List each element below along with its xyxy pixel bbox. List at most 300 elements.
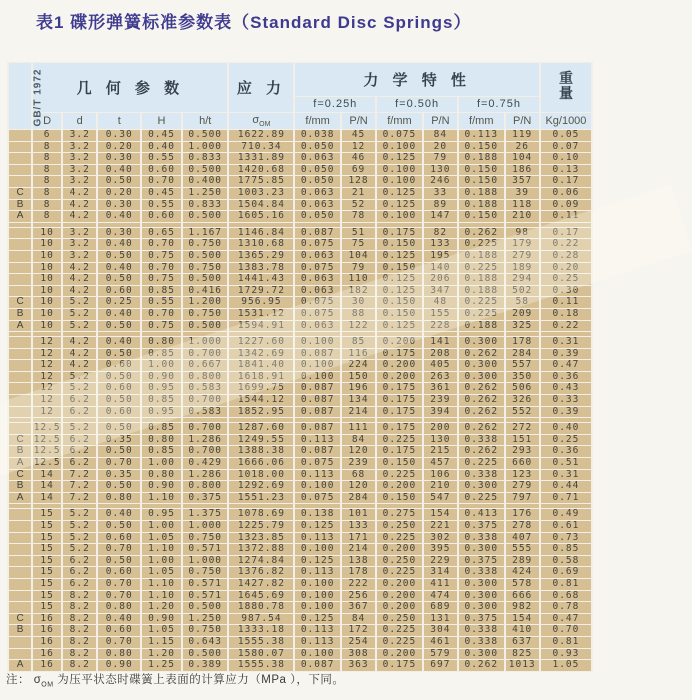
data-cell: 5.2: [63, 423, 96, 434]
data-cell: 0.063: [295, 286, 339, 297]
data-cell: 0.087: [295, 407, 339, 418]
data-cell: 697: [424, 660, 457, 671]
data-cell: 0.20: [98, 188, 140, 199]
data-cell: 1146.84: [229, 228, 293, 239]
row-marker-cell: B: [9, 309, 31, 320]
data-cell: 1.250: [183, 188, 227, 199]
data-cell: 0.51: [541, 458, 591, 469]
table-row: [9, 649, 591, 660]
row-marker-cell: [9, 251, 31, 262]
data-cell: 1333.18: [229, 625, 293, 636]
data-cell: 0.262: [459, 228, 503, 239]
data-cell: 8: [33, 176, 61, 187]
data-cell: 0.300: [459, 337, 503, 348]
data-cell: 0.81: [541, 579, 591, 590]
data-cell: 0.800: [183, 372, 227, 383]
data-cell: 0.30: [98, 200, 140, 211]
table-row: [9, 637, 591, 648]
data-cell: 0.750: [183, 625, 227, 636]
data-cell: 254: [342, 637, 375, 648]
data-cell: 0.113: [295, 637, 339, 648]
data-cell: 6.2: [63, 567, 96, 578]
data-cell: 0.07: [541, 142, 591, 153]
data-cell: 3.2: [63, 239, 96, 250]
row-marker-cell: C: [9, 470, 31, 481]
data-cell: 0.100: [377, 142, 421, 153]
table-row: [9, 321, 591, 332]
data-cell: 325: [506, 321, 539, 332]
data-cell: 0.30: [98, 228, 140, 239]
data-cell: 0.125: [295, 521, 339, 532]
data-cell: 1.20: [142, 649, 181, 660]
data-cell: 1227.60: [229, 337, 293, 348]
table-row: [9, 383, 591, 394]
data-cell: 1013: [506, 660, 539, 671]
data-cell: 0.50: [98, 556, 140, 567]
data-cell: 0.95: [142, 509, 181, 520]
row-marker-cell: [9, 349, 31, 360]
row-marker-cell: [9, 423, 31, 434]
data-cell: 0.416: [183, 286, 227, 297]
table-row: [9, 274, 591, 285]
data-cell: 1249.55: [229, 435, 293, 446]
data-cell: 0.113: [295, 435, 339, 446]
data-cell: 0.80: [142, 337, 181, 348]
data-cell: 0.50: [98, 481, 140, 492]
row-marker-cell: [9, 286, 31, 297]
data-cell: 1365.29: [229, 251, 293, 262]
data-cell: 1622.89: [229, 130, 293, 141]
data-cell: 5.2: [63, 321, 96, 332]
data-cell: 196: [342, 383, 375, 394]
data-cell: 45: [342, 130, 375, 141]
data-cell: 5.2: [63, 297, 96, 308]
row-marker-cell: [9, 649, 31, 660]
table-row: [9, 130, 591, 141]
data-cell: 0.175: [377, 349, 421, 360]
data-cell: 4.2: [63, 360, 96, 371]
data-cell: 0.338: [459, 533, 503, 544]
data-cell: 710.34: [229, 142, 293, 153]
weight-header: [541, 63, 591, 112]
data-cell: 304: [424, 625, 457, 636]
data-cell: 10: [33, 239, 61, 250]
data-cell: 8: [33, 188, 61, 199]
data-cell: 12: [342, 142, 375, 153]
data-cell: 0.750: [183, 263, 227, 274]
data-cell: 0.11: [541, 297, 591, 308]
data-cell: 0.11: [541, 211, 591, 222]
data-cell: 3.2: [63, 130, 96, 141]
row-marker-cell: B: [9, 625, 31, 636]
data-cell: 987.54: [229, 614, 293, 625]
data-cell: 7.2: [63, 470, 96, 481]
data-cell: 666: [506, 591, 539, 602]
data-cell: 6.2: [63, 579, 96, 590]
data-cell: 0.075: [295, 297, 339, 308]
data-cell: 0.200: [377, 649, 421, 660]
data-cell: 0.500: [183, 165, 227, 176]
data-cell: 195: [424, 251, 457, 262]
data-cell: 206: [424, 274, 457, 285]
row-marker-cell: B: [9, 446, 31, 457]
data-cell: 15: [33, 579, 61, 590]
data-cell: 1323.85: [229, 533, 293, 544]
col-weight-unit: Kg/1000: [541, 113, 591, 129]
data-cell: 0.300: [459, 579, 503, 590]
data-cell: 0.413: [459, 509, 503, 520]
row-marker-cell: [9, 153, 31, 164]
data-cell: 0.100: [377, 165, 421, 176]
data-cell: 140: [424, 263, 457, 274]
table-row: [9, 407, 591, 418]
data-cell: 0.300: [459, 372, 503, 383]
row-marker-cell: [9, 637, 31, 648]
data-cell: 1342.69: [229, 349, 293, 360]
table-row: [9, 556, 591, 567]
data-cell: 0.075: [295, 309, 339, 320]
data-cell: 0.70: [142, 309, 181, 320]
data-cell: 0.150: [459, 142, 503, 153]
data-cell: 1555.38: [229, 660, 293, 671]
row-marker-cell: [9, 602, 31, 613]
data-cell: 0.36: [541, 372, 591, 383]
table-row: [9, 458, 591, 469]
data-cell: 547: [424, 493, 457, 504]
data-cell: 0.47: [541, 360, 591, 371]
data-cell: 79: [342, 263, 375, 274]
data-cell: 12.5: [33, 433, 61, 445]
data-cell: 0.95: [142, 407, 181, 418]
data-cell: 0.063: [295, 321, 339, 332]
data-cell: 0.113: [459, 130, 503, 141]
data-cell: 1310.68: [229, 239, 293, 250]
table-row: [9, 435, 591, 446]
data-cell: 0.60: [98, 360, 140, 371]
table-row: [9, 533, 591, 544]
data-cell: 284: [342, 493, 375, 504]
data-cell: 3.2: [63, 142, 96, 153]
data-cell: 0.225: [459, 239, 503, 250]
row-marker-cell: [9, 509, 31, 520]
data-cell: 294: [506, 274, 539, 285]
data-cell: 293: [506, 446, 539, 457]
data-cell: 0.200: [377, 579, 421, 590]
data-cell: 8: [33, 165, 61, 176]
data-cell: 1618.91: [229, 372, 293, 383]
data-cell: 0.25: [541, 435, 591, 446]
data-cell: 0.200: [377, 544, 421, 555]
col-D: D: [33, 113, 61, 129]
data-cell: 1.00: [142, 360, 181, 371]
row-marker-cell: [9, 337, 31, 348]
data-cell: 1.10: [142, 579, 181, 590]
data-cell: 178: [342, 567, 375, 578]
table-row: [9, 286, 591, 297]
data-cell: 0.100: [295, 544, 339, 555]
stress-header: 应 力: [229, 63, 293, 112]
data-cell: 0.087: [295, 660, 339, 671]
data-cell: 557: [506, 360, 539, 371]
data-cell: 0.93: [541, 649, 591, 660]
data-cell: 0.60: [98, 533, 140, 544]
data-cell: 1.000: [183, 556, 227, 567]
data-cell: 326: [506, 395, 539, 406]
data-cell: 0.188: [459, 274, 503, 285]
data-cell: 289: [506, 556, 539, 567]
data-cell: 555: [506, 544, 539, 555]
data-cell: 0.55: [142, 200, 181, 211]
standard-label-cell: [9, 63, 44, 129]
table-row: [9, 251, 591, 262]
data-cell: 1.20: [142, 602, 181, 613]
data-cell: 133: [424, 239, 457, 250]
data-cell: 26: [506, 142, 539, 153]
data-cell: 0.25: [541, 274, 591, 285]
data-cell: 123: [506, 470, 539, 481]
data-cell: 0.125: [377, 251, 421, 262]
data-cell: 0.55: [142, 153, 181, 164]
data-cell: 8: [33, 142, 61, 153]
col-t: t: [98, 113, 140, 129]
data-cell: 0.40: [98, 239, 140, 250]
data-cell: 0.100: [295, 591, 339, 602]
data-cell: 0.225: [377, 567, 421, 578]
data-cell: 3.2: [63, 176, 96, 187]
data-cell: 302: [424, 533, 457, 544]
row-marker-cell: B: [9, 200, 31, 211]
data-cell: 0.40: [98, 509, 140, 520]
data-cell: 0.063: [295, 251, 339, 262]
data-cell: 51: [342, 228, 375, 239]
data-cell: 0.80: [98, 602, 140, 613]
data-cell: 0.70: [98, 579, 140, 590]
data-cell: 7.2: [63, 481, 96, 492]
data-cell: 0.100: [295, 360, 339, 371]
data-cell: 0.200: [377, 591, 421, 602]
data-cell: 411: [424, 579, 457, 590]
data-cell: 134: [342, 395, 375, 406]
table-row: [9, 309, 591, 320]
data-cell: 0.50: [98, 423, 140, 434]
data-cell: 0.400: [183, 176, 227, 187]
data-cell: 10: [33, 286, 61, 297]
footnote-text: 为压平状态时碟簧上表面的计算应力（MPa ），下同。: [53, 674, 345, 686]
data-cell: 10: [33, 309, 61, 320]
data-cell: 1003.23: [229, 188, 293, 199]
data-cell: 0.10: [541, 153, 591, 164]
data-cell: 85: [342, 337, 375, 348]
data-cell: 16: [33, 649, 61, 660]
data-cell: 0.70: [98, 458, 140, 469]
data-cell: 6.2: [63, 435, 96, 446]
weight-label: 重量: [558, 70, 573, 102]
data-cell: 689: [424, 602, 457, 613]
data-cell: 106: [424, 470, 457, 481]
data-cell: 8: [33, 200, 61, 211]
data-cell: 0.85: [142, 423, 181, 434]
footnote: [6, 671, 344, 688]
data-cell: 0.35: [98, 470, 140, 481]
data-cell: 79: [424, 153, 457, 164]
data-cell: 39: [506, 188, 539, 199]
table-row: [9, 176, 591, 187]
data-cell: 474: [424, 591, 457, 602]
data-cell: 0.71: [541, 493, 591, 504]
data-cell: 0.49: [541, 509, 591, 520]
data-cell: 246: [424, 176, 457, 187]
data-cell: 8.2: [63, 660, 96, 671]
data-cell: 15: [33, 533, 61, 544]
data-cell: 0.262: [459, 660, 503, 671]
data-cell: 0.583: [183, 383, 227, 394]
table-row: [9, 228, 591, 239]
data-cell: 1666.06: [229, 458, 293, 469]
data-cell: 75: [342, 239, 375, 250]
row-marker-cell: [9, 521, 31, 532]
table-row: [9, 470, 591, 481]
data-cell: 8: [33, 153, 61, 164]
data-cell: 1.05: [142, 567, 181, 578]
data-cell: 0.60: [98, 383, 140, 394]
data-cell: 154: [424, 509, 457, 520]
data-cell: 131: [424, 614, 457, 625]
data-cell: 0.25: [98, 297, 140, 308]
table-row: [9, 602, 591, 613]
data-cell: 0.750: [183, 239, 227, 250]
data-cell: 0.087: [295, 383, 339, 394]
data-cell: 308: [342, 649, 375, 660]
data-cell: 0.389: [183, 660, 227, 671]
data-cell: 0.063: [295, 153, 339, 164]
data-cell: 229: [424, 556, 457, 567]
row-marker-cell: B: [9, 481, 31, 492]
data-cell: 111: [342, 423, 375, 434]
data-cell: 1376.82: [229, 567, 293, 578]
data-cell: 0.225: [377, 435, 421, 446]
data-cell: 0.30: [541, 286, 591, 297]
data-cell: 4.2: [63, 188, 96, 199]
data-cell: 30: [342, 297, 375, 308]
data-cell: 12.5: [33, 457, 61, 469]
data-cell: 0.50: [98, 251, 140, 262]
data-cell: 33: [424, 188, 457, 199]
data-cell: 0.050: [295, 165, 339, 176]
row-marker-cell: C: [9, 614, 31, 625]
data-cell: 579: [424, 649, 457, 660]
data-cell: 8.2: [63, 625, 96, 636]
table-row: [9, 239, 591, 250]
data-cell: 110: [342, 274, 375, 285]
data-cell: 1645.69: [229, 591, 293, 602]
data-cell: 101: [342, 509, 375, 520]
data-cell: 6.2: [63, 556, 96, 567]
table-row: [9, 337, 591, 348]
data-cell: 0.338: [459, 637, 503, 648]
data-cell: 5.2: [63, 544, 96, 555]
data-cell: 424: [506, 567, 539, 578]
data-cell: 0.087: [295, 228, 339, 239]
data-cell: 8: [33, 211, 61, 222]
data-cell: 0.05: [541, 130, 591, 141]
data-cell: 222: [342, 579, 375, 590]
data-cell: 1.05: [142, 533, 181, 544]
table-row: [9, 509, 591, 520]
data-cell: 0.70: [142, 176, 181, 187]
row-marker-cell: C: [9, 435, 31, 446]
data-cell: 0.175: [377, 383, 421, 394]
data-cell: 141: [424, 337, 457, 348]
data-cell: 0.90: [142, 481, 181, 492]
row-marker-cell: [9, 142, 31, 153]
table-row: [9, 446, 591, 457]
data-cell: 0.150: [377, 493, 421, 504]
data-cell: 208: [424, 349, 457, 360]
data-cell: 16: [33, 614, 61, 625]
data-cell: 0.33: [541, 395, 591, 406]
data-cell: 58: [506, 297, 539, 308]
data-cell: 0.500: [183, 211, 227, 222]
data-cell: 68: [342, 470, 375, 481]
data-cell: 12: [33, 360, 61, 371]
data-cell: 12.5: [33, 445, 61, 457]
data-cell: 1.05: [142, 625, 181, 636]
data-cell: 0.667: [183, 360, 227, 371]
data-cell: 155: [424, 309, 457, 320]
data-cell: 0.39: [541, 349, 591, 360]
data-cell: 0.150: [377, 458, 421, 469]
data-cell: 1.000: [183, 521, 227, 532]
data-cell: 0.750: [183, 567, 227, 578]
data-cell: 12: [33, 383, 61, 394]
data-cell: 578: [506, 579, 539, 590]
data-cell: 10: [33, 274, 61, 285]
data-cell: 130: [424, 165, 457, 176]
data-cell: 1.00: [142, 556, 181, 567]
data-cell: 263: [424, 372, 457, 383]
data-cell: 0.58: [541, 556, 591, 567]
row-marker-cell: [9, 556, 31, 567]
row-marker-cell: [9, 372, 31, 383]
data-cell: 0.225: [377, 625, 421, 636]
data-cell: 0.300: [459, 649, 503, 660]
data-cell: 0.700: [183, 349, 227, 360]
data-cell: 0.225: [459, 263, 503, 274]
data-cell: 89: [424, 200, 457, 211]
data-cell: 12: [33, 372, 61, 383]
table-row: [9, 188, 591, 199]
data-cell: 0.13: [541, 165, 591, 176]
data-cell: 104: [342, 251, 375, 262]
col-pn-3: P/N: [506, 113, 539, 129]
table-row: [9, 423, 591, 434]
data-cell: 0.95: [142, 383, 181, 394]
data-cell: 552: [506, 407, 539, 418]
data-cell: 12.5: [33, 422, 61, 434]
data-cell: 88: [342, 309, 375, 320]
data-cell: 0.50: [98, 349, 140, 360]
table-row: [9, 579, 591, 590]
col-ht: h/t: [183, 113, 227, 129]
data-cell: 1580.07: [229, 649, 293, 660]
data-cell: 14: [33, 470, 61, 481]
data-cell: 0.80: [98, 649, 140, 660]
data-cell: 120: [342, 481, 375, 492]
data-cell: 15: [33, 544, 61, 555]
data-cell: 0.300: [459, 360, 503, 371]
data-cell: 0.50: [98, 446, 140, 457]
data-cell: 1.05: [541, 660, 591, 671]
